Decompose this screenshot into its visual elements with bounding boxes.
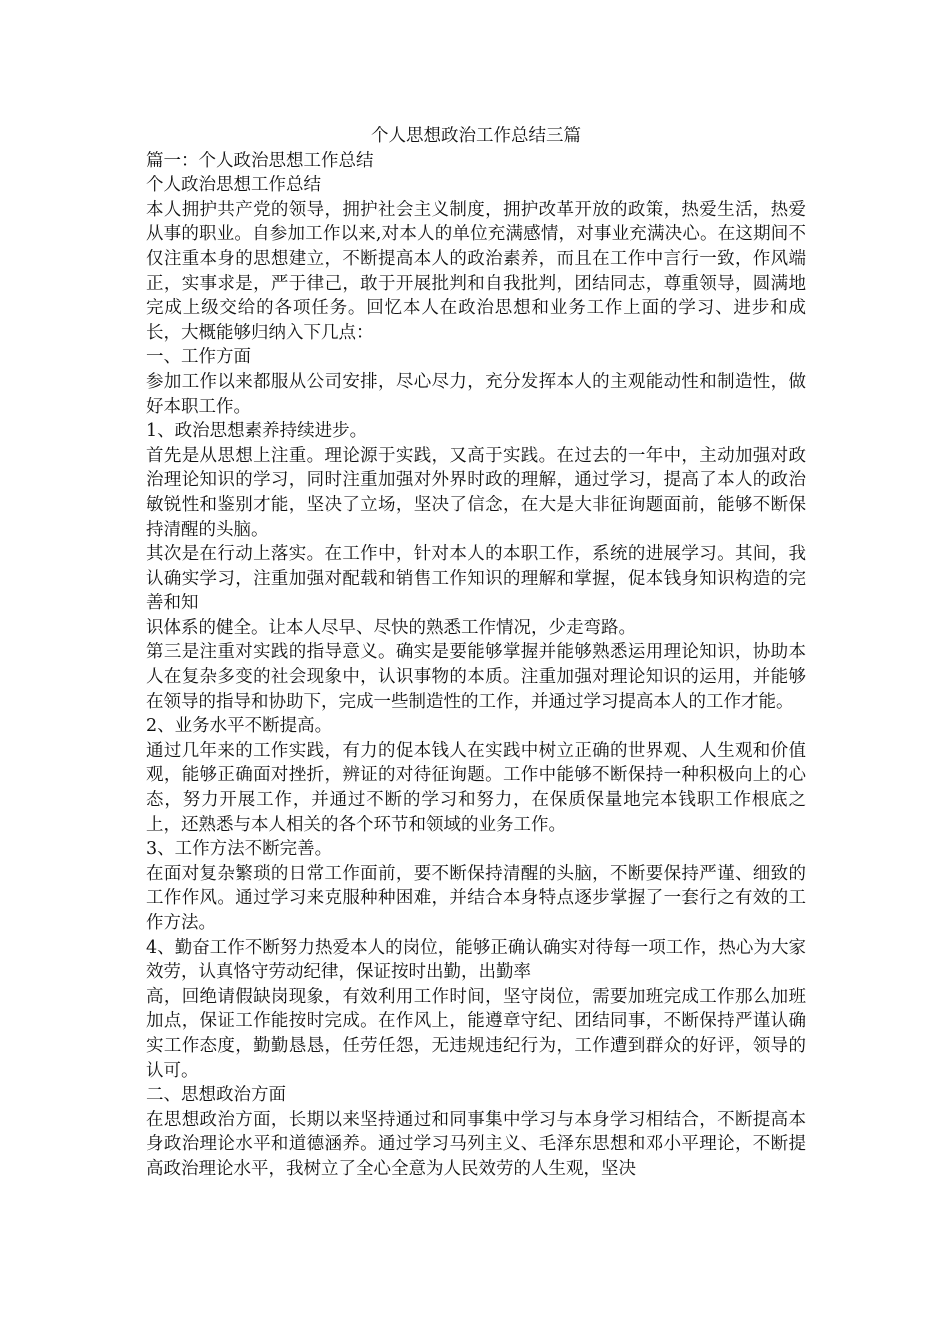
paragraph-item-4-continued: 高，回绝请假缺岗现象，有效利用工作时间，坚守岗位，需要加班完成工作那么加班加点，保证工作能按时完成。在作风上，能遵章守纪、团结同事，不断保持严谨认确实工作态度，勤勤恳恳，任劳任怨，无违规违纪行为，工作遭到群众的好评，领导的认可。 bbox=[146, 986, 806, 1081]
heading-item-1: 1、政治思想素养持续进步。 bbox=[146, 421, 368, 442]
paragraph-item-4: 4、勤奋工作不断努力热爱本人的岗位，能够正确认确实对待每一项工作，热心为大家效劳，认真恪守劳动纪律，保证按时出勤，出勤率 bbox=[146, 937, 806, 983]
heading-item-2: 2、业务水平不断提高。 bbox=[146, 716, 333, 737]
paragraph-first: 首先是从思想上注重。理论源于实践，又高于实践。在过去的一年中，主动加强对政治理论知识的学习，同时注重加强对外界时政的理解，通过学习，提高了本人的政治敏锐性和鉴别才能，坚决了立场，坚决了信念，在大是大非征询题面前，能够不断保持清醒的头脑。 bbox=[146, 445, 806, 540]
paragraph-second-continued: 识体系的健全。让本人尽早、尽快的熟悉工作情况，少走弯路。 bbox=[146, 617, 636, 638]
paragraph-politics: 在思想政治方面，长期以来坚持通过和同事集中学习与本身学习相结合，不断提高本身政治理论水平和道德涵养。通过学习马列主义、毛泽东思想和邓小平理论，不断提高政治理论水平，我树立了全心全意为人民效劳的人生观，坚决 bbox=[146, 1109, 806, 1179]
paragraph-subtitle: 个人政治思想工作总结 bbox=[146, 175, 321, 196]
paragraph-section-heading: 篇一：个人政治思想工作总结 bbox=[146, 150, 374, 171]
heading-politics: 二、思想政治方面 bbox=[146, 1085, 286, 1106]
heading-item-3: 3、工作方法不断完善。 bbox=[146, 839, 333, 860]
paragraph-work-intro: 参加工作以来都服从公司安排，尽心尽力，充分发挥本人的主观能动性和制造性，做好本职工作。 bbox=[146, 371, 806, 417]
document-title: 个人思想政治工作总结三篇 bbox=[371, 126, 581, 146]
heading-work: 一、工作方面 bbox=[146, 347, 251, 368]
paragraph-second: 其次是在行动上落实。在工作中，针对本人的本职工作，系统的进展学习。其间，我认确实学习，注重加强对配载和销售工作知识的理解和掌握，促本钱身知识构造的完善和知 bbox=[146, 544, 806, 614]
paragraph-intro: 本人拥护共产党的领导，拥护社会主义制度，拥护改革开放的政策，热爱生活，热爱从事的职业。自参加工作以来,对本人的单位充满感情，对事业充满决心。在这期间不仅注重本身的思想建立，不断提高本人的政治素养，而且在工作中言行一致，作风端正，实事求是，严于律己，敢于开展批判和自我批判，团结同志，尊重领导，圆满地完成上级交给的各项任务。回忆本人在政治思想和业务工作上面的学习、进步和成长，大概能够归纳入下几点： bbox=[146, 199, 806, 343]
paragraph-method: 在面对复杂繁琐的日常工作面前，要不断保持清醒的头脑，不断要保持严谨、细致的工作作风。通过学习来克服种种困难，并结合本身特点逐步掌握了一套行之有效的工作方法。 bbox=[146, 863, 806, 933]
document-body bbox=[146, 124, 806, 1182]
paragraph-third: 第三是注重对实践的指导意义。确实是要能够掌握并能够熟悉运用理论知识，协助本人在复杂多变的社会现象中，认识事物的本质。注重加强对理论知识的运用，并能够在领导的指导和协助下，完成一些制造性的工作，并通过学习提高本人的工作才能。 bbox=[146, 642, 806, 712]
paragraph-business: 通过几年来的工作实践，有力的促本钱人在实践中树立正确的世界观、人生观和价值观，能够正确面对挫折，辨证的对待征询题。工作中能够不断保持一种积极向上的心态，努力开展工作，并通过不断的学习和努力，在保质保量地完本钱职工作根底之上，还熟悉与本人相关的各个环节和领域的业务工作。 bbox=[146, 740, 806, 835]
